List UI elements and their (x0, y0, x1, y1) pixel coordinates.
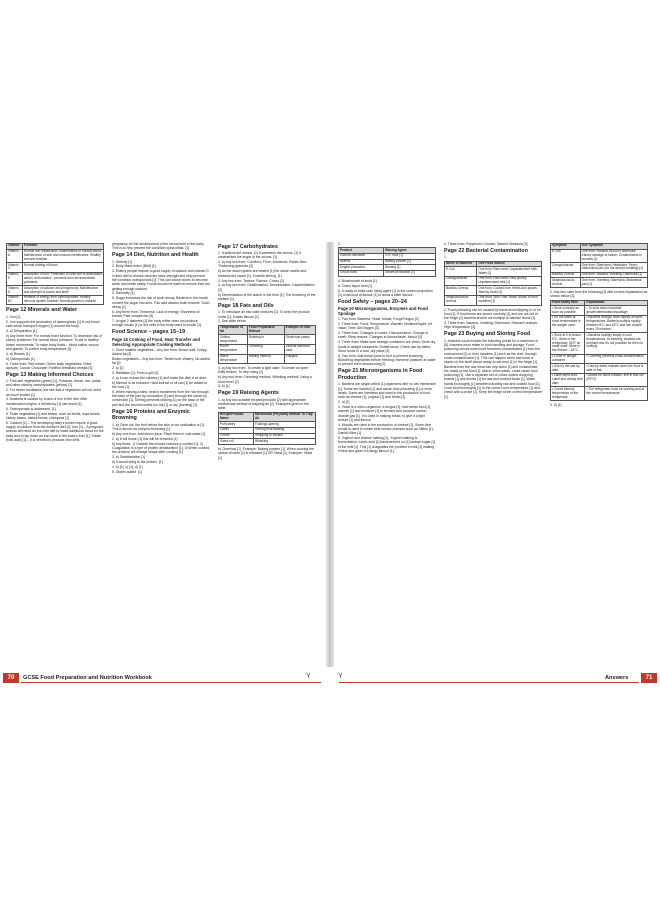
answer-item: 4. b) [1]; c) [1]; d) [1] (112, 464, 143, 469)
answer-item: 1. Fruit and vegetables (green) [1]; Potatoes, bread, rice, pasta and other starchy carbohydrates (yellow) [1] (6, 379, 101, 388)
section-heading: Page 12 Minerals and Water (6, 307, 78, 314)
table-cell: • To slow down microbial growth/deterioration/spoilage. (585, 306, 648, 316)
table-cell: Normal iron metabolism; Maintenance of normal vision; Maintenance of skin and mucous membranes; Healthy immune function (23, 249, 102, 261)
table-cell: Warm temperature (219, 354, 248, 364)
answer-item: 1. It softens the onions. [1] It sweetens the onions. [1] It caramelises the sugar in the onions. [1] (218, 251, 301, 260)
table-row (7, 249, 104, 263)
table-cell: • Label dried food. Label and clearly with date. (551, 373, 585, 387)
answer-item: 3. a) Gelatinisation [1] (112, 454, 145, 459)
table-cell: Cakes (219, 427, 254, 433)
right-footer (335, 673, 657, 683)
table-row (219, 439, 316, 445)
table-cell: One from: Raw meat; Unpasteurised milk; Water [1] (477, 267, 542, 277)
table-row (551, 333, 648, 354)
table-cell: Muffins (339, 259, 384, 265)
product-raising-agent-table (338, 247, 436, 276)
answer-item: 4. Moulds are used in the production of cheese [1]. Some blue mould is used to create blue veined cheeses such as Stilton [1], Danish Blue [1]. (338, 422, 434, 436)
table-row (445, 296, 542, 306)
answer-item: 4. Bicarbonate of soda [1] (338, 278, 377, 283)
section-heading: Page 22 Bacterial Contamination (444, 247, 528, 254)
answer-item: 1. To introduce air into cake mixtures [1]; To keep the product moist [1]; It adds flavour [1] (218, 310, 310, 319)
table-header-cell: Explanation (585, 300, 648, 306)
answer-item: Boiled vegetables – Any two from: Tender/soft; Watery; No added fat [2] (112, 356, 210, 366)
left-column-3 (218, 242, 316, 460)
answer-item: 4. Three from: Make sure storage containers are clean; Store dry foods in airtight containers; Rotate stock; Check use by dates; Store foods in a cool, dry place [3] (338, 340, 436, 353)
answer-item: 3. Any two from: Texture; Flavour; Colour [2] (218, 278, 285, 283)
answer-item: 4. a) It can reduce the calories [1] and make the dish a lot drier. (112, 375, 207, 380)
table-cell: • Store correctly as soon as possible. (551, 306, 585, 316)
section-heading: Page 14 Diet, Nutrition and Health (112, 252, 199, 259)
table-cell: One from: Diarrhoea; Headache; Fever; Abdominal pain (do not accept vomiting) [1] (580, 263, 647, 273)
table-cell: • Use-by dates indicate when the food is safe to eat. (585, 364, 648, 374)
answers-label: Answers (605, 675, 629, 681)
table-row (7, 286, 104, 296)
answer-item: 2. a) [1] (338, 400, 350, 405)
book-title: GCSE Food Preparation and Nutrition Workbook (23, 675, 152, 681)
table-cell: Campylobacter (551, 263, 581, 273)
table-cell: • Do not leave at room temperature in the danger zone. (551, 315, 585, 332)
answer-item: 3. Yeast is a micro-organism, a fungus [1], that needs food [1], warmth [1] and moisture [1] to ferment and produce carbon dioxide gas [1]. It is used in making bread, to give it a light texture [1] and flavour. (338, 404, 432, 422)
answer-item: 5. Pulse vegetables [1] and beans, such as lentils, soya beans, kidney beans, baked beans, chickpeas [1] (6, 411, 101, 420)
table-cell: Sieving flour/Beating (254, 427, 316, 433)
section-heading: Page 18 Fats and Oils (218, 302, 274, 309)
section-heading: Page 21 Microorganisms in Food Production (338, 368, 423, 381)
left-column-2 (112, 242, 210, 475)
answer-item: 2. Iron supports the production of haemoglobin [1] in red blood cells which transport oxygen [1] around the body. (6, 319, 100, 329)
fat-temperature-table (218, 325, 316, 364)
table-cell: Swiss roll (219, 439, 254, 445)
table-row (219, 354, 316, 364)
table-header-row (219, 325, 316, 335)
table-row (219, 335, 316, 345)
table-cell: Campylobacter (445, 276, 477, 286)
right-column-3 (550, 242, 648, 408)
answer-item: 6. Any three from: Tiredness; Lack of energy; Shortness of breath; Pale complexion [3] (112, 309, 200, 319)
answer-item: 3. Elderly people require a good supply of calcium and vitamin D in their diet to ensure muscles have strength and help prevent the condition osteoporosis [1]. This can cause bones to become weak and break easily. Foods should be eaten to ensure they are getting enough calcium. (112, 269, 210, 291)
answer-item: 7. In type 2 diabetes [1] the body either does not produce enough insulin [1] or the cells in the body react to insulin [1]. (112, 319, 202, 328)
answer-item: b) Method is as followed: Hard-boil fat or oil can [1] be added to the food [1]. (112, 380, 208, 389)
table-cell: One from: Nausea; Blood in diarrhoea; Kidney damage or failure; Contaminants in humans [1] (580, 249, 647, 263)
answer-item: 3. a) Dehydration [1] (6, 329, 37, 334)
table-header-cell: Name of Bacteria (445, 261, 477, 267)
section-subheading: Page 15 Cooking of Food, Heat Transfer and Selecting Appropriate Cooking Methods (112, 336, 200, 347)
table-row (445, 276, 542, 286)
answer-item: 4. Osteoporosis is addressed. [1] (6, 406, 56, 411)
answer-item: A. Dutch liquor best [1] (338, 283, 373, 288)
table-cell: • The refrigerator must be working and at the correct temperature. (585, 387, 648, 401)
section-heading: Food Science – pages 15–19 (112, 329, 186, 336)
answer-item: 1. Answers could include the following points for a maximum of [8]. Answers must relate to food handling and storage: Food poisoning occurs when food becomes contaminated [1] from the environment [1] or food handlers [1] such as the chef, through cross-contamination [1]. This can happen when raw meat is stored on the shelf above ready-to-eat food [1] in the fridge [1]. Bacteria from the raw meat can drip down [1] and contaminate the ready-to-eat food [1], which, when eaten, could cause food poisoning [1]. Use a separate set of colour-coded chopping boards [1] and knives [1] for raw and cooked foods [1]. Wash hands thoroughly [1] between handling raw and cooked food [1]. Cook food thoroughly [1] to the correct core temperature [1] and check with a probe [1]. Keep the fridge at the correct temperature [1]. (444, 338, 542, 399)
table-cell: Flapjack (284, 354, 315, 364)
table-header-cell: Example of Dish (284, 325, 315, 335)
table-cell: Whipping to thicken (254, 433, 316, 439)
answer-item: 3. Radiation [1]; From a grill [1] (112, 370, 159, 375)
table-header-cell: Symptom (551, 244, 581, 250)
table-cell: Bacillus Cereus (551, 272, 581, 278)
table-cell: Release of energy from carbohydrates; Healthy nervous system function; Normal growth in children (22, 295, 103, 305)
table-cell: • Bacteria multiply more rapidly at warm temperatures. Bacteria multiply rapidly between 5°C and 63°C and can double every 20 minutes. (585, 315, 648, 332)
table-cell: Normal clotting of blood (22, 263, 103, 273)
answer-item: 2. See table below (218, 319, 246, 324)
table-cell: Bacillus Cereus (445, 286, 477, 296)
table-row (7, 295, 104, 305)
table-header-cell: Food Safety Rule (551, 300, 585, 306)
table-cell: Choux buns (339, 271, 384, 277)
table-cell: One from: Cooked rice; Herbs and spices; Starchy foods [1] (477, 286, 542, 296)
table-cell: • Check internal temperature of the refrigerator. (551, 387, 585, 401)
answer-item: 2. a) Any two from: Cornflour; Flour; Arrowroot; Potato flour; Thickening granules [2] (218, 260, 308, 269)
food-safety-rule-table (550, 300, 648, 401)
answer-item: b) Osteoporosis [1] (6, 356, 35, 361)
vitamin-table (6, 243, 104, 305)
table-cell: • Use by the use-by date. (551, 364, 585, 374)
answer-item: b) It would bring to the protein. [1] (112, 459, 163, 464)
bacteria-source-table (444, 261, 542, 306)
answer-item: 4. a) Any two from: Gelatinisation; Dextrinisation; Caramelisation [2] (218, 283, 315, 292)
table-row (551, 354, 648, 364)
table-header-cell: Mechanical (Physical) Method To Trap Air (254, 412, 316, 422)
table-row (339, 271, 436, 277)
answer-item: 5. A ready-to-bake-only rising agent [1] in the correct proportion [1] of amount of flavour [1] to avoid a bitter flavour. (338, 288, 433, 297)
table-row (551, 278, 648, 288)
table-header-cell: Vitamin (7, 244, 23, 250)
table-row (445, 286, 542, 296)
table-cell: English pancakes (339, 265, 384, 271)
table-header-cell: Recipe/Product Name (219, 412, 254, 422)
book-spine (326, 242, 334, 667)
table-cell: Victoria sandwich cake (284, 344, 315, 354)
table-cell: One from: Nausea; Vomiting; Diarrhoea [1] (580, 272, 647, 278)
table-row (219, 344, 316, 354)
table-row (551, 263, 648, 273)
spine-y-mark-icon: Y (338, 673, 343, 680)
section-heading: Page 17 Carbohydrates (218, 243, 278, 250)
table-cell: • Store at 0 to below 5°C. Store in the refrigerator, NOT on lower shelf. Store in the freezer: –18°C. (551, 333, 585, 354)
table-row (551, 387, 648, 401)
table-cell: Steam production [1] (384, 271, 436, 277)
left-column-1 (6, 242, 104, 443)
table-cell: One from: Vomiting; Diarrhoea; Abdominal pain [1] (580, 278, 647, 288)
answer-item: 2. (338, 242, 341, 246)
answer-item: 3. Anaemia is caused by a lack of iron in the diet. After menstruation begins, a deficiency [1] can result [1]. (6, 397, 88, 406)
table-cell: One from: Raw meat; Raw poultry; Unpasteurised milk [1] (477, 276, 542, 286)
table-row (551, 306, 648, 316)
table-row (551, 373, 648, 387)
table-cell: Baking powder [1] (384, 259, 436, 265)
table-cell: • Covering prevents cross-contamination. (585, 354, 648, 364)
table-cell: Chilled temperature (219, 335, 248, 345)
answer-item: 4. Rancidity [1] (112, 291, 135, 296)
footer-rule (339, 682, 639, 683)
answer-item: 6. Calcium [1] – The developing baby's bones require a good supply of calcium from the mother's diet [1]. Iron [1] – A pregnant woman will need an iron-rich diet to make additional blood for the baby and to lay down an iron store in the baby's liver [1]. Folate (folic acid) [1] – It is needed to produce new cells. (6, 420, 104, 442)
section-heading: Food Safety – pages 20–24 (338, 298, 407, 305)
answer-item: 1. Oven roasted vegetables – Any two from: Brown well; Crispy; Added fat [2] (112, 347, 208, 356)
answer-item: 3. d) [1] (550, 402, 562, 407)
table-cell: Staphylococcus Aureus (551, 278, 581, 288)
table-cell: Puff pastry (219, 422, 254, 428)
table-cell: Victoria Sandwich (339, 253, 384, 259)
section-subheading: Page 20 Microorganisms, Enzymes and Food Spoilage (338, 306, 428, 317)
table-row (7, 263, 104, 273)
answer-item: 2. Three from: Food; Temperature; Warmth; Moisture/liquid; pH value; Time; Air/Oxygen [3] (338, 322, 433, 331)
answer-item: b) Chemical [1]. Example: Baking powder [1]. When cooking the carbon dioxide [1] is released [1] OR Yeast [1]. Example: Yeast [1] (218, 447, 314, 460)
table-cell: Cream (219, 433, 254, 439)
spine-y-mark-icon: Y (306, 673, 311, 680)
table-cell: Absorption of calcium and phosphorus; Maintenance and strength of bones and teeth (22, 286, 103, 296)
answer-item: b) Any one from: Add lemon juice; Place them in cold water [1] (112, 431, 206, 436)
right-page (335, 242, 657, 667)
answer-item: 5. Gluten added. [1] (112, 469, 142, 474)
answer-item: 5. Two from: Add lemon juice to fruit to prevent browning; Blanching vegetables before freezing; Immerse potatoes in water to prevent them discolouring [2] (338, 353, 436, 367)
table-header-cell: Food Preparation Method (247, 325, 284, 335)
answer-item: 1. a) Any two suitable recipes/products [2] with appropriate mechanical method of trapping air [2]. Examples given in the table. (218, 397, 309, 411)
answer-item: 4. a) Any two from: To create a light cake; To create an open fluffy texture; To help rising [2] (218, 366, 309, 375)
right-column-1 (338, 242, 436, 454)
table-row (551, 364, 648, 374)
table-cell: Vitamin A (7, 249, 23, 263)
section-heading: Page 19 Raising Agents (218, 390, 279, 397)
table-header-cell: One Food Source (477, 261, 542, 267)
table-row (445, 267, 542, 277)
page-number-right: 71 (641, 673, 657, 683)
answer-item: 2. a) [1] (112, 365, 124, 370)
table-cell: Staphylococcus Aureus (445, 296, 477, 306)
table-cell: • Allows for stock rotation, first in first out (FIFO). (585, 373, 648, 387)
table-header-cell: Product (339, 248, 384, 254)
answer-item: 1. (444, 255, 447, 260)
table-cell: Room temperature (219, 344, 248, 354)
section-heading: Page 16 Proteins and Enzymic Browning (112, 408, 190, 422)
answer-item: 1. Two from: Bacteria; Yeast; Mould; Fungi/Fungus [2] (338, 317, 419, 322)
table-cell: S.R. flour [1] (384, 253, 436, 259)
table-row (7, 272, 104, 286)
answer-item: 5. When making a stew, heat is transferred from the hob through the base of the pan by conduction [1] and through the sauce by convection [1]. Stirring prevents sticking [1] on the base of the pan and the food becomes too hot [1] or dry (burning) [1]. (112, 389, 209, 407)
table-cell: Beating [1] (384, 265, 436, 271)
left-page (3, 242, 325, 667)
page-number-left: 70 (3, 673, 19, 683)
answer-item: b) Any two from: Creaming method; Whisking method; Using a food mixer [2] (218, 375, 312, 384)
table-cell: Vitamin E (7, 272, 23, 286)
table-cell: Shortcrust pastry (284, 335, 315, 345)
table-cell: One from: Skin; Hair; Nose; Mouth of food handlers [1] (477, 296, 542, 306)
table-cell: Melting method (247, 354, 284, 364)
table-header-cell: Raising Agent (384, 248, 436, 254)
answer-item: 5. Yoghurt and cheese making [1]. Yoghurt-making is fermentation: Lactic acid [1] bacteria feed on [1] lactose sugar [1] in the milk [1]. This [1] coagulates the proteins in milk [1] making it thick and gives it a tangy flavour [1]. (338, 436, 436, 454)
answer-item: 2. a) It will brown [1] this will be browned [1] (112, 436, 178, 441)
answer-item: 4. a) Rickets [1] (6, 351, 30, 356)
table-cell: • Bacteria multiply slowly in cold temperatures. At freezing, bacteria are dormant and it's not possible for them to multiply. (585, 333, 648, 354)
table-cell: Vitamin B1 (7, 295, 23, 305)
answer-item: 4. Three from: Pepperoni; Chorizo; Salami; Bresaola [3] (444, 242, 528, 246)
answer-item: 5. Sugar increases the risk of tooth decay. Bacteria in the mouth convert the sugar into acid. This acid attacks tooth enamel. Tooth decay [1] (112, 296, 210, 309)
footer-rule (21, 682, 321, 683)
table-cell: Vitamin C (7, 263, 23, 273)
table-cell: Folding/Layering (254, 422, 316, 428)
answer-item: b) Any three from: For normal brain function; To decrease risk of kidney problems; For normal blood pressure; To aid in healthy bowel movements; To make body fluids – blood saliva, mucus and glands; To control body temperature [3] (6, 333, 102, 351)
table-cell: E.Coli (551, 249, 581, 263)
section-heading: Page 13 Making Informed Choices (6, 371, 94, 378)
answer-item: 5. Three from: Red meats; Green leafy vegetables; Dried apricots; Cocoa; Chocolate; Fortified breakfast cereals [3] (6, 361, 93, 370)
left-footer (3, 673, 325, 683)
table-cell: Absorption of iron; Protection of cells due to antioxidant action; Anti-oxidant – prevents from environmental pollutants (23, 272, 102, 284)
table-cell: Creaming (247, 344, 284, 354)
table-cell: Rubbing in (247, 335, 284, 345)
raising-agent-method-table (218, 412, 316, 445)
table-header-cell: One Symptom (580, 244, 647, 250)
answer-item: 1. Obesity [1] (112, 259, 132, 264)
answer-item: 3. Three from: Changes in colour; Discolouration; Change in smell; Slimy texture; Changes in flavour/taste; Mould [3] (338, 331, 429, 340)
answer-item: 2. Body Mass Index (BMI) [1] (112, 264, 156, 269)
answer-item: 1. Bacteria are single-celled [1] organisms with no cell membrane [1]. Some are harmful [1] and cause food poisoning [1] or even death. Some are harmless and used in the production of food such as cheese [1], yoghurt [1] and bread [1]. (338, 382, 436, 400)
answer-item: b) Dextrinisation of the starch in the flour [1]; The browning of the surface [1] (218, 292, 316, 301)
symptom-table (550, 243, 648, 288)
section-heading: Page 23 Buying and Storing Food (444, 331, 531, 338)
answer-item: pregnancy for the development of the neural tube in the baby. This is to help prevent the condition spina bifida. [1] (112, 242, 205, 251)
right-column-2 (444, 242, 542, 399)
table-header-row (219, 412, 316, 422)
answer-item: 2. Any two rules from the following [2] with correct explanation as shown below [2]. (550, 290, 648, 299)
answer-item: 1. a) Clear out, the fruit before the skin of cut oxidisation is [1]. This is known as enzymic browning [1]. (112, 422, 206, 431)
answer-item: 2. For newer foodbanks, the fact that a vegetarian will not need as much protein [1] (6, 388, 101, 397)
table-cell: E.Coli (445, 267, 477, 277)
table-cell: Whisking (254, 439, 316, 445)
answer-item: 2. Food poisoning can be caused by bacteria multiplying in or on food [1]. If food items are stored correctly [1] and are not out of the fridge [1] bacteria should not multiply to harmful levels [1]. (444, 307, 541, 321)
answer-item: 1. Iron [1] (6, 314, 21, 319)
answer-item: b) As the starch grains are heated [1] the starch swells and thickens the sauce [1]. It needs stirring. [1] (218, 269, 307, 278)
table-header-cell: Temperature of fat (219, 325, 248, 335)
table-row (551, 315, 648, 332)
answer-item: 3. Three from: Nausea; Vomiting; Diarrhoea; Stomach cramps; High temperature [3] (444, 321, 538, 330)
table-header-cell: Function (22, 244, 103, 250)
answer-item: b) Any three: 1) Outside the mixture reaches a curdled [1]; 2) Coagulation in a tyre of protein denaturation [1]; 3) When cooked the proteins will change shape after cooking [1] (112, 441, 210, 455)
table-row (551, 249, 648, 263)
answer-item: 5. b) [1] (218, 384, 230, 389)
table-cell: Vitamin D (7, 286, 23, 296)
table-cell: • Cover in airtight container. (551, 354, 585, 364)
